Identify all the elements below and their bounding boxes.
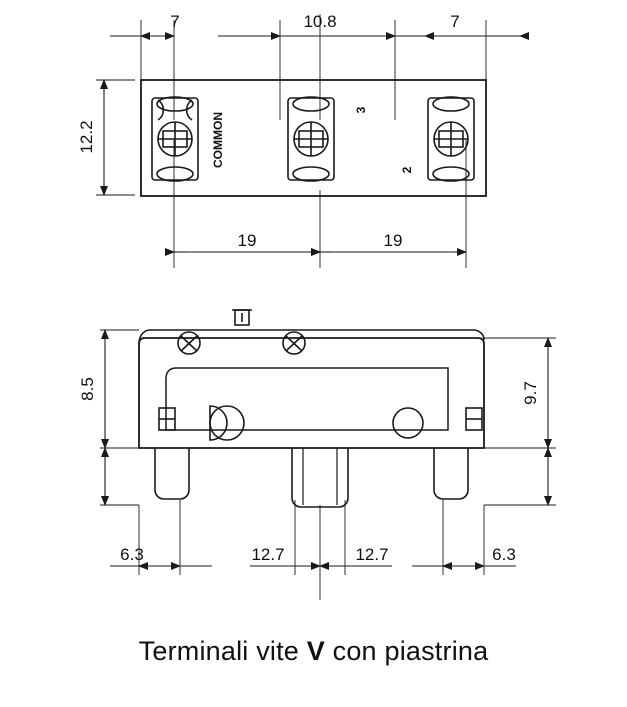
dim-bottom-right-19: 19 [383, 231, 403, 250]
caption-bold: V [306, 636, 325, 666]
bottom-terminal-3 [434, 448, 468, 499]
dim-bottom-4: 6.3 [492, 545, 516, 564]
plunger-left [210, 406, 244, 440]
terminal-common [152, 97, 198, 181]
side-view-group [100, 310, 556, 600]
side-view-cavity [166, 368, 448, 430]
top-tab [232, 310, 252, 325]
dim-bottom-left-19: 19 [237, 231, 257, 250]
dim-left-height: 12.2 [77, 120, 96, 154]
top-view-group [96, 14, 520, 268]
bottom-terminal-1 [155, 448, 189, 499]
label-terminal-2: 2 [400, 166, 414, 174]
dim-bottom-1: 6.3 [120, 545, 144, 564]
label-common: COMMON [211, 112, 225, 168]
caption-text-after: con piastrina [324, 636, 489, 666]
screw-right [283, 332, 305, 354]
dim-top-left: 7 [170, 12, 180, 31]
plunger-right [393, 408, 423, 438]
dim-side-right-height: 9.7 [521, 381, 540, 405]
label-terminal-3: 3 [354, 106, 368, 114]
screw-left [178, 332, 200, 354]
bottom-terminal-2 [292, 448, 348, 507]
dim-top-middle: 10.8 [303, 12, 337, 31]
dim-side-left-height: 8.5 [78, 377, 97, 401]
dim-top-right: 7 [450, 12, 460, 31]
caption-text-before: Terminali vite [138, 636, 307, 666]
caption [0, 636, 627, 667]
dim-bottom-2: 12.7 [251, 545, 285, 564]
terminal-3 [288, 97, 334, 181]
terminal-2 [428, 97, 474, 181]
dim-bottom-3: 12.7 [355, 545, 389, 564]
